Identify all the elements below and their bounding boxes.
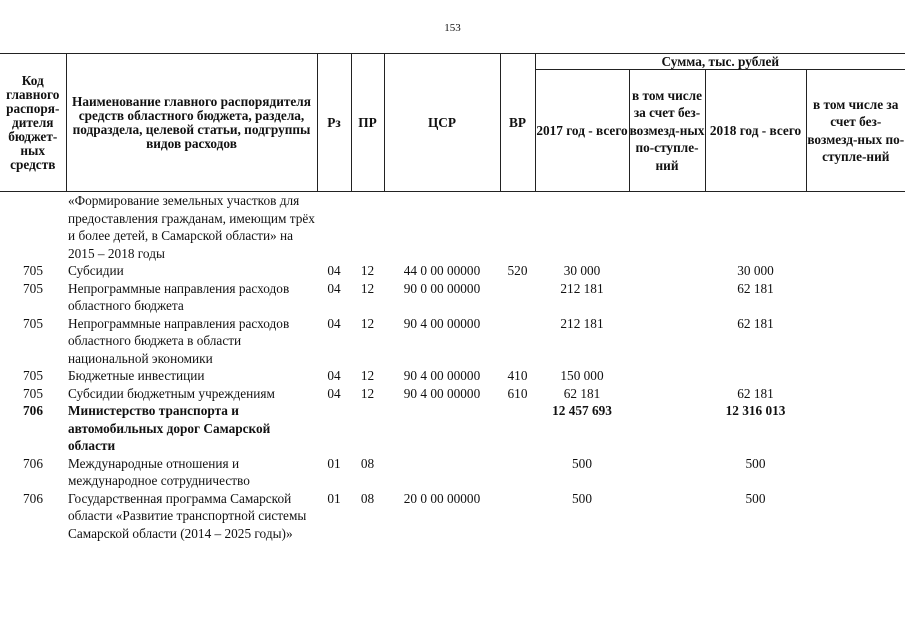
cell-rz: 01 (327, 455, 341, 471)
cell-rz: 04 (327, 385, 341, 401)
table-row (0, 367, 905, 385)
budget-table (0, 53, 905, 542)
cell-name: Непрограммные направления расходов областного бюджета (68, 280, 290, 313)
header-name: Наименование главного распорядителя средств областного бюджета, раздела, подраздела, целевой статьи, подгруппы видов расходов (66, 54, 317, 192)
header-sum: Сумма, тыс. рублей (535, 54, 905, 70)
cell-2017-free (629, 402, 705, 455)
cell-name: «Формирование земельных участков для предоставления гражданам, имеющим трёх и более детей, в Самарской области» на 2015 – 2018 годы (68, 193, 315, 261)
table-row (0, 315, 905, 368)
cell-2017-total (535, 192, 629, 263)
cell-rz: 04 (327, 280, 341, 296)
header-2017-total: 2017 год - всего (535, 70, 629, 192)
cell-2018-free (806, 385, 905, 403)
cell-code: 705 (23, 385, 43, 401)
cell-2017-free (629, 315, 705, 368)
cell-vr (500, 490, 535, 543)
table-row (0, 385, 905, 403)
cell-code (0, 192, 66, 263)
cell-code: 705 (23, 280, 43, 296)
table-row (0, 402, 905, 455)
cell-name: Бюджетные инвестиции (68, 368, 205, 383)
cell-2018-total: 500 (745, 455, 766, 471)
cell-2018-total: 30 000 (737, 263, 774, 278)
cell-vr (500, 455, 535, 490)
cell-csr (384, 402, 500, 455)
cell-2018-total (705, 192, 806, 263)
cell-csr: 90 0 00 00000 (403, 280, 481, 296)
cell-csr: 90 4 00 00000 (403, 368, 481, 383)
cell-pr (351, 402, 384, 455)
header-2018-free: в том числе за счет без-возмезд-ных по-ступле-ний (806, 70, 905, 192)
cell-csr (384, 455, 500, 490)
cell-rz: 04 (327, 263, 341, 278)
cell-pr: 12 (360, 368, 375, 383)
cell-vr (500, 280, 535, 315)
cell-name: Министерство транспорта и автомобильных дорог Самарской области (68, 403, 271, 453)
cell-csr: 90 4 00 00000 (403, 385, 481, 401)
cell-pr (351, 192, 384, 263)
cell-2017-total: 500 (572, 455, 592, 471)
cell-2017-free (629, 490, 705, 543)
table-body (0, 192, 905, 543)
cell-2018-free (806, 455, 905, 490)
header-code: Код главного распоря-дителя бюджет-ных средств (0, 54, 66, 192)
cell-vr: 520 (507, 263, 528, 278)
cell-2018-total: 62 181 (737, 280, 774, 296)
cell-2018-free (806, 367, 905, 385)
cell-csr: 20 0 00 00000 (403, 490, 481, 506)
cell-csr: 44 0 00 00000 (403, 263, 481, 278)
cell-vr (500, 315, 535, 368)
cell-pr: 12 (360, 385, 375, 401)
cell-2018-total (705, 367, 806, 385)
cell-2017-total: 500 (572, 490, 592, 506)
cell-name: Субсидии бюджетным учреждениям (68, 385, 275, 401)
cell-2017-total: 12 457 693 (552, 403, 612, 418)
cell-csr (384, 192, 500, 263)
header-pr: ПР (351, 54, 384, 192)
cell-2018-free (806, 280, 905, 315)
cell-2018-free (806, 402, 905, 455)
cell-rz: 04 (327, 368, 341, 383)
cell-rz: 01 (327, 490, 341, 506)
cell-vr: 610 (507, 385, 528, 401)
cell-vr: 410 (507, 368, 528, 383)
cell-code: 706 (23, 455, 43, 471)
cell-2018-total: 500 (745, 490, 766, 506)
table-row (0, 490, 905, 543)
cell-2018-free (806, 262, 905, 280)
cell-2017-free (629, 262, 705, 280)
table-row (0, 455, 905, 490)
cell-2018-free (806, 192, 905, 263)
cell-code: 705 (23, 263, 43, 278)
cell-2017-total: 212 181 (560, 280, 604, 296)
cell-2018-total: 62 181 (737, 315, 774, 331)
cell-code: 706 (23, 490, 43, 506)
cell-name: Государственная программа Самарской области «Развитие транспортной системы Самарской области (2014 – 2025 годы)» (68, 490, 307, 541)
cell-vr (500, 402, 535, 455)
cell-2018-total: 12 316 013 (725, 403, 786, 418)
header-2018-total: 2018 год - всего (705, 70, 806, 192)
cell-name: Международные отношения и международное сотрудничество (68, 455, 250, 488)
cell-pr: 12 (360, 263, 375, 278)
table-row (0, 262, 905, 280)
cell-name: Непрограммные направления расходов областного бюджета в области национальной экономики (68, 315, 290, 366)
page-number: 153 (444, 22, 461, 34)
cell-2017-total: 62 181 (563, 385, 601, 401)
cell-2017-free (629, 280, 705, 315)
cell-rz (317, 192, 351, 263)
cell-2017-free (629, 192, 705, 263)
cell-code: 706 (23, 403, 43, 418)
cell-name: Субсидии (68, 263, 124, 278)
cell-rz: 04 (327, 315, 341, 331)
table-row (0, 280, 905, 315)
cell-rz (317, 402, 351, 455)
header-2017-free: в том числе за счет без-возмезд-ных по-ступле-ний (629, 70, 705, 192)
table-header (0, 54, 905, 192)
cell-2017-total: 30 000 (563, 263, 601, 278)
cell-2017-free (629, 455, 705, 490)
header-rz: Рз (317, 54, 351, 192)
header-vr: ВР (500, 54, 535, 192)
cell-pr: 12 (360, 315, 375, 331)
table-row (0, 192, 905, 263)
cell-csr: 90 4 00 00000 (403, 315, 481, 331)
cell-code: 705 (23, 368, 43, 383)
cell-2018-free (806, 315, 905, 368)
cell-pr: 08 (360, 490, 375, 506)
cell-2017-free (629, 367, 705, 385)
cell-2017-total: 150 000 (560, 368, 604, 383)
cell-2018-free (806, 490, 905, 543)
cell-pr: 08 (360, 455, 375, 471)
cell-2017-free (629, 385, 705, 403)
header-csr: ЦСР (384, 54, 500, 192)
cell-2018-total: 62 181 (737, 385, 774, 401)
cell-vr (500, 192, 535, 263)
cell-2017-total: 212 181 (560, 315, 604, 331)
cell-pr: 12 (360, 280, 375, 296)
cell-code: 705 (23, 315, 43, 331)
